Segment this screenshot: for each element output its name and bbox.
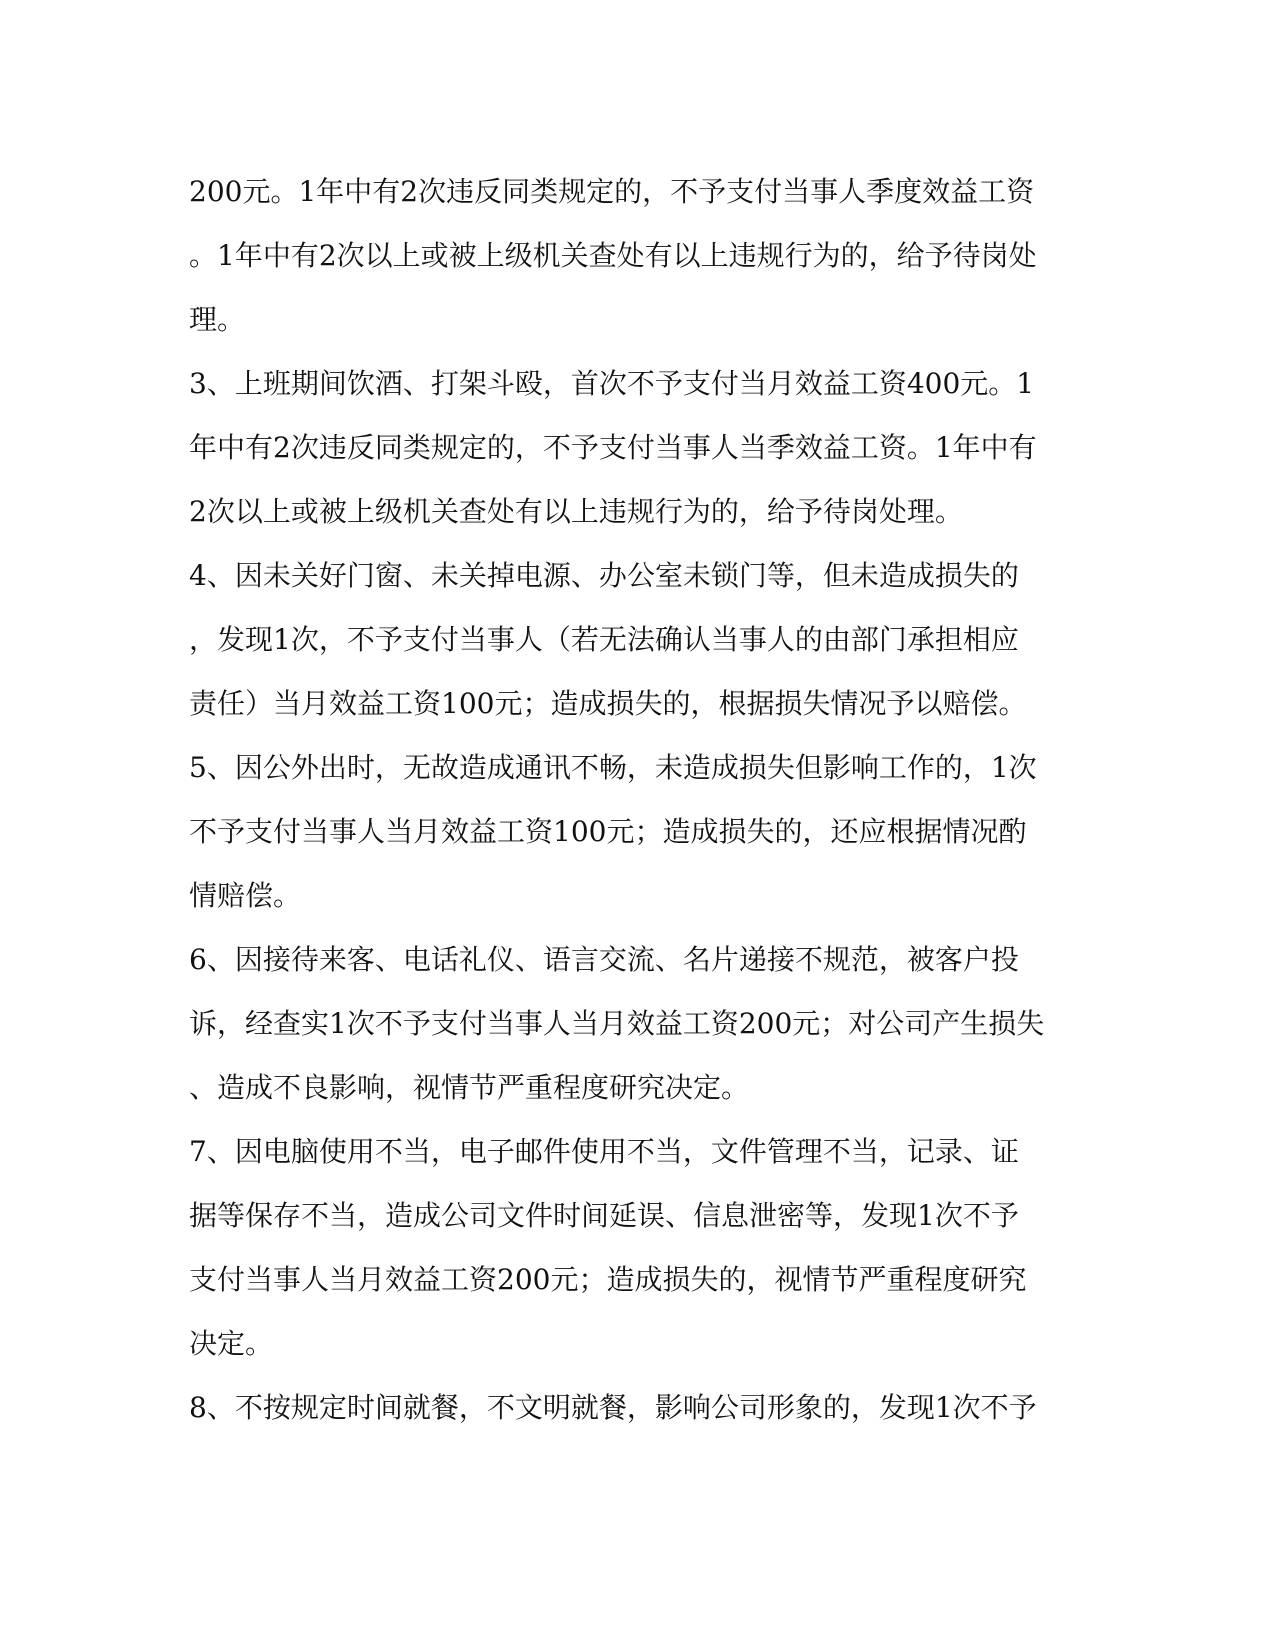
document-body [189, 160, 1089, 1440]
text-line: 支付当事人当月效益工资200元；造成损失的，视情节严重程度研究 [189, 1263, 1027, 1296]
text-line: 责任）当月效益工资100元；造成损失的，根据损失情况予以赔偿。 [189, 687, 1027, 720]
text-line: 年中有2次违反同类规定的，不予支付当事人当季效益工资。1年中有 [189, 431, 1037, 464]
text-line: 5、因公外出时，无故造成通讯不畅，未造成损失但影响工作的，1次 [189, 751, 1037, 784]
text-line: 据等保存不当，造成公司文件时间延误、信息泄密等，发现1次不予 [189, 1199, 1019, 1232]
text-line: 8、不按规定时间就餐，不文明就餐，影响公司形象的，发现1次不予 [189, 1391, 1037, 1424]
text-line: 不予支付当事人当月效益工资100元；造成损失的，还应根据情况酌 [189, 815, 1027, 848]
text-line: 诉，经查实1次不予支付当事人当月效益工资200元；对公司产生损失 [189, 1007, 1045, 1040]
text-line: 200元。1年中有2次违反同类规定的，不予支付当事人季度效益工资 [189, 175, 1035, 208]
text-line: 3、上班期间饮酒、打架斗殴，首次不予支付当月效益工资400元。1 [189, 367, 1035, 400]
text-line: 7、因电脑使用不当，电子邮件使用不当，文件管理不当，记录、证 [189, 1135, 1019, 1168]
text-line: 2次以上或被上级机关查处有以上违规行为的，给予待岗处理。 [189, 495, 963, 528]
text-line: 决定。 [189, 1327, 274, 1360]
text-line: 6、因接待来客、电话礼仪、语言交流、名片递接不规范，被客户投 [189, 943, 1019, 976]
text-line: 。1年中有2次以上或被上级机关查处有以上违规行为的，给予待岗处 [189, 239, 1037, 272]
text-line: ，发现1次，不予支付当事人（若无法确认当事人的由部门承担相应 [189, 623, 1019, 656]
text-line: 4、因未关好门窗、未关掉电源、办公室未锁门等，但未造成损失的 [189, 559, 1019, 592]
text-line: 理。 [189, 303, 246, 336]
text-line: 情赔偿。 [189, 879, 302, 912]
text-line: 、造成不良影响，视情节严重程度研究决定。 [189, 1071, 750, 1104]
